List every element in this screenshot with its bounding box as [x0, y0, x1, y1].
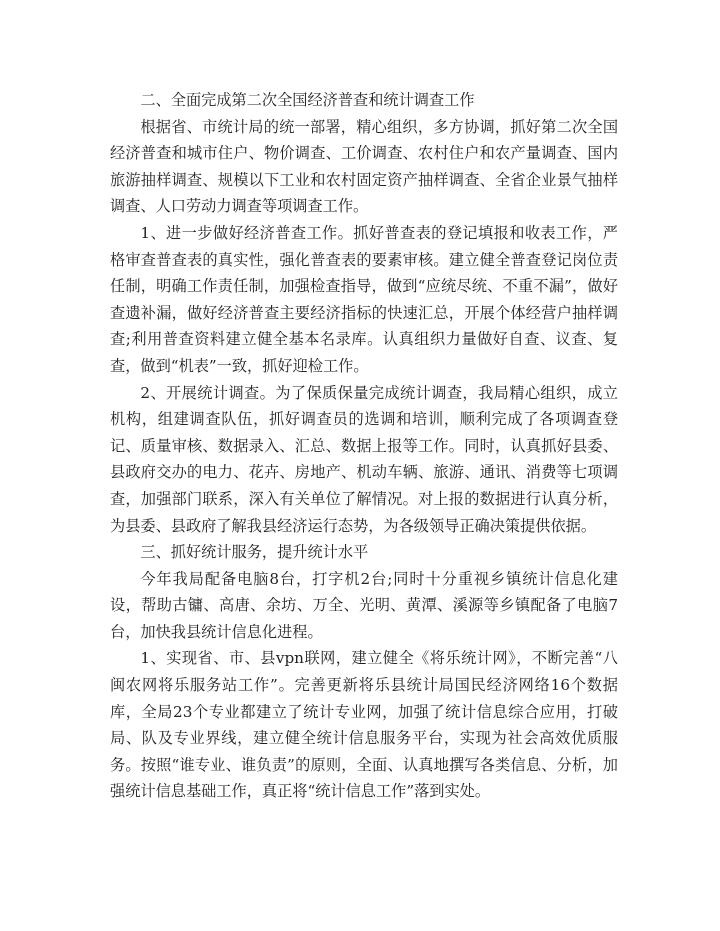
section-3-item-1-paragraph: 1、实现省、市、县vpn联网，建立健全《将乐统计网》，不断完善“八闽农网将乐服务站工作”。完善更新将乐县统计局国民经济网络16个数据库，全局23个专业都建立了统计专业网，加强了统计信息综合应用，打破局、队及专业界线，建立健全统计信息服务平台，实现为社会高效优质服务。按照“谁专业、谁负责”的原则，全面、认真地撰写各类信息、分析，加强统计信息基础工作，真正将“统计信息工作”落到实处。 [110, 649, 618, 801]
document-page [110, 87, 618, 805]
section-2-item-2-paragraph: 2、开展统计调查。为了保质保量完成统计调查，我局精心组织，成立机构，组建调查队伍，抓好调查员的选调和培训，顺利完成了各项调查登记、质量审核、数据录入、汇总、数据上报等工作。同时，认真抓好县委、县政府交办的电力、花卉、房地产、机动车辆、旅游、通讯、消费等七项调查，加强部门联系，深入有关单位了解情况。对上报的数据进行认真分析，为县委、县政府了解我县经济运行态势，为各级领导正确决策提供依据。 [110, 383, 618, 535]
section-3-intro-paragraph: 今年我局配备电脑8台，打字机2台;同时十分重视乡镇统计信息化建设，帮助古镛、高唐、余坊、万全、光明、黄潭、溪源等乡镇配备了电脑7台，加快我县统计信息化进程。 [110, 569, 618, 641]
section-2-intro-paragraph: 根据省、市统计局的统一部署，精心组织，多方协调，抓好第二次全国经济普查和城市住户、物价调查、工价调查、农村住户和农产量调查、国内旅游抽样调查、规模以下工业和农村固定资产抽样调查、全省企业景气抽样调查、人口劳动力调查等项调查工作。 [110, 117, 618, 216]
section-3-heading: 三、抓好统计服务，提升统计水平 [140, 543, 369, 562]
section-2-item-1-paragraph: 1、进一步做好经济普查工作。抓好普查表的登记填报和收表工作，严格审查普查表的真实性，强化普查表的要素审核。建立健全普查登记岗位责任制，明确工作责任制，加强检查指导，做到“应统尽统、不重不漏”，做好查遗补漏，做好经济普查主要经济指标的快速汇总，开展个体经营户抽样调查;利用普查资料建立健全基本名录库。认真组织力量做好自查、议查、复查，做到“机表”一致，抓好迎检工作。 [110, 223, 618, 375]
section-2-heading: 二、全面完成第二次全国经济普查和统计调查工作 [140, 91, 475, 109]
